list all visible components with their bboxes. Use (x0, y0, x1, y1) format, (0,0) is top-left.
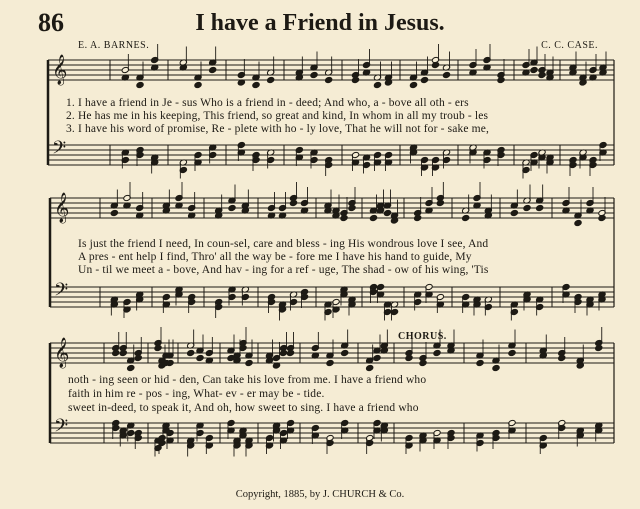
note-head (194, 81, 202, 88)
note-head (136, 81, 144, 88)
composer-credit: C. C. CASE. (541, 40, 598, 51)
note-head (366, 364, 374, 371)
note-head (492, 364, 500, 371)
note-head (196, 354, 204, 361)
note-head (267, 76, 275, 83)
lyric-line: Is just the friend I need, In coun-sel, care and bless - ing His wondrous love I see, And (78, 238, 489, 250)
treble-clef-icon: 𝄞 (54, 338, 70, 368)
note-head (510, 209, 518, 216)
bass-clef-icon: 𝄢 (54, 416, 69, 441)
note-head (574, 219, 582, 226)
note-head (127, 364, 135, 371)
note-head (110, 209, 118, 216)
lyric-line: 1. I have a friend in Je - sus Who is a friend in - deed; And who, a - bove all oth - ers (66, 97, 469, 109)
lyric-line: A pres - ent help I find, Thro' all the way be - fore me I have his hand to guide, My (78, 251, 472, 263)
note-head (530, 66, 538, 73)
note-head (228, 204, 236, 211)
note-head (433, 349, 441, 356)
lyric-line: noth - ing seen or hid - den, Can take his love from me. I have a friend who (68, 374, 427, 386)
note-head (369, 214, 377, 221)
chorus-label: CHORUS. (398, 331, 447, 342)
note-head (373, 81, 381, 88)
note-head (523, 204, 531, 211)
treble-clef-icon: 𝄞 (52, 55, 68, 85)
author-credit: E. A. BARNES. (78, 40, 150, 51)
note-head (325, 76, 333, 83)
hymn-title: I have a Friend in Jesus. (195, 10, 445, 36)
bass-clef-icon: 𝄢 (52, 138, 67, 163)
lyric-line: 3. I have his word of promise, Re - plete with ho - ly love, That he will not for - sake me, (66, 123, 490, 135)
lyric-line: faith in him re - pos - ing, What- ev - er may be - tide. (68, 388, 325, 400)
lyric-line: 2. He has me in his keeping, This friend, so great and kind, In whom in all my troub - les (66, 110, 489, 122)
note-head (209, 66, 217, 73)
note-head (476, 359, 484, 366)
copyright-notice: Copyright, 1885, by J. CHURCH & Co. (235, 489, 405, 500)
bass-clef-icon: 𝄢 (54, 280, 69, 305)
note-head (252, 81, 260, 88)
note-head (508, 349, 516, 356)
note-head (442, 71, 450, 78)
note-head (245, 359, 253, 366)
note-head (420, 76, 428, 83)
page-number: 86 (38, 8, 64, 37)
treble-clef-icon: 𝄞 (54, 193, 70, 223)
lyric-line: sweet in-deed, to speak it, And oh, how sweet to sing. I have a friend who (68, 402, 419, 414)
note-head (409, 81, 417, 88)
note-head (187, 349, 195, 356)
lyric-line: Un - til we meet a - bove, And hav - ing for a ref - uge, The shad - ow of his wing, 'Tis (78, 264, 489, 276)
note-head (383, 209, 391, 216)
note-head (341, 349, 349, 356)
note-head (536, 204, 544, 211)
note-head (310, 71, 318, 78)
note-head (462, 214, 470, 221)
note-head (373, 354, 381, 361)
note-head (326, 359, 334, 366)
